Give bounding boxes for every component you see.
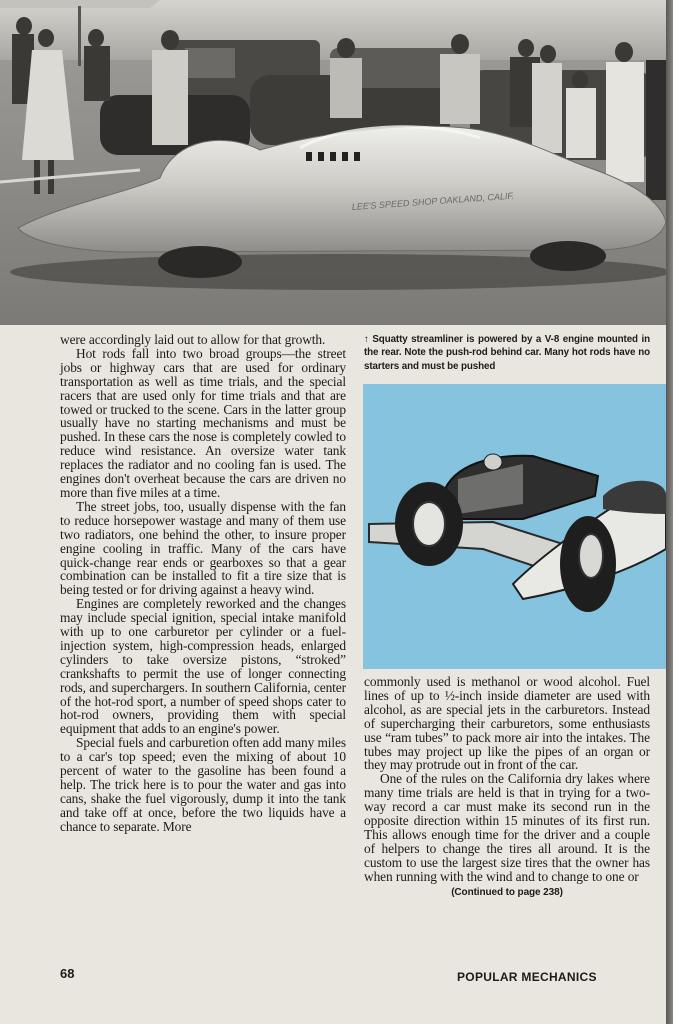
paragraph: The street jobs, too, usually dispense with the fan to reduce horsepower wastage and many of them use two radiators, one behind the other, to insure proper engine cooling in traffic. Many of the cars have quick-change rear ends or gearboxes so that a gear combination can be installed to fit a tire size that is being tested or for driving against a heavy wind. bbox=[60, 498, 346, 598]
car-lettering: LEE'S SPEED SHOP OAKLAND, CALIF. bbox=[351, 190, 515, 212]
streamliner-photo bbox=[0, 0, 666, 325]
article-left-column bbox=[60, 333, 346, 834]
paragraph: One of the rules on the California dry lakes where many time trials are held is that in trying for a two-way record a car must make its second run in the opposite direction within 15 minutes of its first run. This allows enough time for the driver and a couple of helpers to change the tires all around. It is the custom to use the largest size tires that the owner has when running with the wind and to change to one or bbox=[364, 771, 650, 884]
caption-text: Squatty streamliner is powered by a V-8 engine mounted in the rear. Note the push-rod behind car. Many hot rods have no starters and must be pushed bbox=[364, 334, 650, 372]
paragraph: were accordingly laid out to allow for that growth. bbox=[60, 332, 326, 347]
photo-caption bbox=[364, 333, 650, 373]
page-binding-edge bbox=[666, 0, 673, 1024]
paragraph: Engines are completely reworked and the changes may include special ignition, special intake manifold with up to one carburetor per cylinder or a fuel-injection system, high-compression heads, enlarged cylinders to take oversize pistons, “stroked” crankshafts to permit the use of longer connecting rods, and superchargers. In southern California, center of the hot-rod sport, a number of speed shops cater to hot-rod owners, providing them with special equipment that adds to an engine's power. bbox=[60, 596, 346, 737]
paragraph: Special fuels and carburetion often add many miles to a car's top speed; even the mixing of about 10 percent of water to the gasoline has been found a help. The trick here is to pour the water and gas into cans, shake the fuel vigorously, dump it into the tank and take off at once, before the two liquids have a chance to separate. More bbox=[60, 735, 346, 834]
page-number: 68 bbox=[60, 966, 75, 981]
caption-arrow-icon: ↑ bbox=[364, 334, 369, 345]
magazine-title: POPULAR MECHANICS bbox=[457, 970, 597, 984]
paragraph: Hot rods fall into two broad groups—the street jobs or highway cars that are used for ordinary transportation as well as time trials, and the special racers that are used only for time trials and that are towed or trucked to the scene. Cars in the latter group usually have no starting mechanisms and must be pushed. In these cars the nose is completely cowled to reduce wind resistance. An oversize water tank replaces the radiator and no cooling fan is used. The engines don't overheat because the cars are driven no more than five miles at a time. bbox=[60, 345, 346, 500]
continued-note: (Continued to page 238) bbox=[451, 886, 563, 898]
article-right-column bbox=[364, 675, 650, 900]
paragraph: commonly used is methanol or wood alcohol. Fuel lines of up to ½-inch inside diameter are used with alcohol, as are special jets in the carburetors. Instead of supercharging their carburetors, some enthusiasts use “ram tubes” to pack more air into the intakes. The tubes may project up like the pipes of an organ or they may protrude out in front of the car. bbox=[364, 674, 650, 773]
chassis-illustration bbox=[363, 384, 666, 669]
